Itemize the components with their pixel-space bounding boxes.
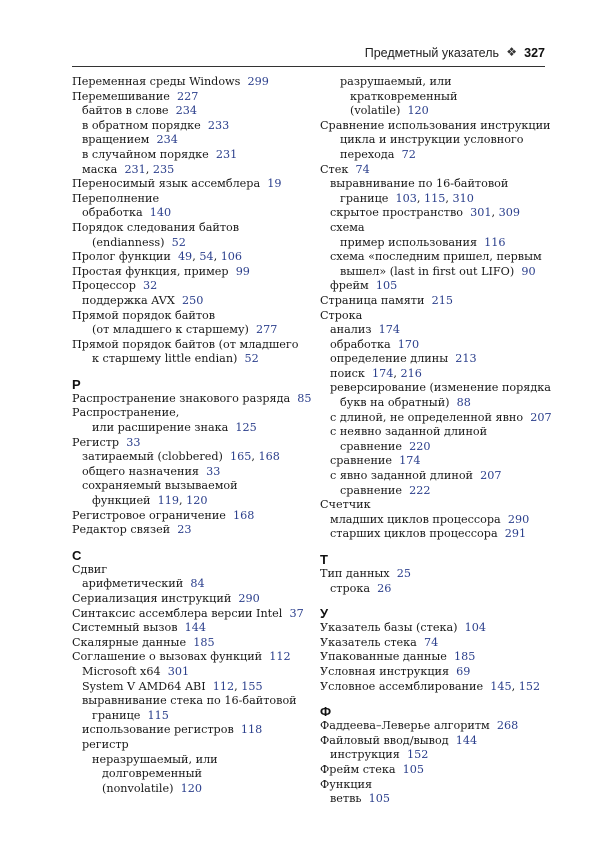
header-rule — [72, 66, 545, 67]
index-entry — [72, 636, 304, 651]
index-term: Тип данных — [320, 567, 390, 580]
index-subentry: затираемый (clobbered) 165, 168 — [82, 450, 280, 464]
index-subentry — [320, 513, 555, 528]
page-reference-link[interactable]: 112 — [212, 679, 235, 693]
index-entry — [72, 621, 304, 636]
index-entry — [320, 650, 555, 665]
index-entry — [320, 119, 555, 134]
index-entry — [72, 563, 304, 578]
page-reference-link[interactable]: 216 — [400, 366, 422, 380]
index-subentry: функцией 119, 120 — [92, 494, 208, 508]
page-reference-link[interactable]: 105 — [375, 279, 398, 293]
index-term: Соглашение о вызовах функций — [72, 650, 263, 664]
index-term: Упакованные данные — [320, 650, 447, 664]
page-reference-link[interactable]: 115 — [147, 708, 169, 722]
page-reference-link[interactable]: 69 — [456, 664, 471, 678]
index-column-left — [72, 75, 312, 796]
page-reference-link[interactable]: 103 — [395, 191, 417, 205]
page-reference-link[interactable]: 54 — [199, 250, 214, 264]
index-term: Пролог функции — [72, 250, 171, 264]
index-term: Системный вызов — [72, 621, 178, 635]
index-entry: Пролог функции 49, 54, 106 — [72, 250, 243, 264]
page-reference-link[interactable]: 99 — [235, 264, 250, 278]
index-entry — [320, 763, 555, 778]
index-term: цикла и инструкции условного — [340, 133, 524, 147]
index-subentry — [72, 323, 304, 338]
index-term: Указатель базы (стека) — [320, 621, 458, 635]
index-subentry — [72, 753, 304, 768]
index-subentry — [72, 577, 304, 592]
index-entry — [72, 192, 304, 207]
index-term: Сравнение использования инструкции — [320, 118, 551, 132]
page-reference-link[interactable]: 119 — [157, 494, 180, 508]
index-term: Прямой порядок байтов (от младшего — [72, 337, 299, 351]
index-subentry — [320, 411, 555, 426]
index-term: Microsoft x64 — [82, 664, 161, 678]
index-entry — [320, 636, 555, 651]
page-reference-link[interactable]: 118 — [240, 723, 263, 737]
page-reference-link[interactable]: 88 — [456, 396, 471, 410]
index-entry — [72, 592, 304, 607]
page-reference-link[interactable]: 185 — [193, 635, 215, 649]
index-subentry — [72, 148, 304, 163]
index-entry — [72, 338, 304, 353]
index-term: (от младшего к старшему) — [92, 323, 249, 337]
page-reference-link[interactable]: 174 — [399, 454, 421, 468]
page-reference-link[interactable]: 144 — [455, 733, 478, 747]
page-reference-link[interactable]: 85 — [297, 391, 312, 405]
index-entry — [320, 498, 555, 513]
index-entry — [72, 309, 304, 324]
index-subentry — [72, 694, 304, 709]
index-term: арифметический — [82, 577, 184, 591]
page-reference-link[interactable]: 19 — [267, 177, 282, 191]
page-reference-link[interactable]: 115 — [424, 191, 446, 205]
index-term: Регистр — [72, 435, 120, 449]
index-subentry — [320, 792, 555, 807]
page-reference-link[interactable]: 155 — [241, 679, 263, 693]
index-term: маска — [82, 162, 118, 176]
index-term: Регистровое ограничение — [72, 508, 226, 522]
index-term: (endianness) — [92, 235, 165, 249]
page-reference-link[interactable]: 174 — [378, 323, 400, 337]
index-entry — [320, 734, 555, 749]
index-term: Редактор связей — [72, 523, 171, 537]
page-reference-link[interactable]: 33 — [206, 464, 221, 478]
index-term: Порядок следования байтов — [72, 220, 240, 234]
index-entry — [320, 567, 555, 582]
index-term: ветвь — [330, 792, 362, 806]
index-subentry: границе 103, 115, 310 — [340, 191, 474, 205]
page-reference-link[interactable]: 301 — [167, 664, 190, 678]
page-reference-link[interactable]: 170 — [397, 337, 420, 351]
index-term: выравнивание стека по 16-байтовой — [82, 694, 297, 708]
index-term: Синтаксис ассемблера версии Intel — [72, 606, 283, 620]
index-term: Простая функция, пример — [72, 264, 229, 278]
index-term: Строка — [320, 308, 363, 322]
index-subentry — [320, 148, 555, 163]
index-term: сохраняемый вызываемой — [82, 479, 238, 493]
page-reference-link[interactable]: 213 — [455, 352, 477, 366]
index-subentry — [320, 381, 555, 396]
index-term: общего назначения — [82, 464, 199, 478]
page-reference-link[interactable]: 227 — [176, 89, 199, 103]
index-term: схема «последним пришел, первым — [330, 250, 542, 264]
index-subentry — [320, 279, 555, 294]
page-reference-link[interactable]: 220 — [409, 439, 431, 453]
diamond-icon: ❖ — [506, 45, 517, 59]
page-reference-link[interactable]: 116 — [484, 235, 506, 249]
index-term: неразрушаемый, или — [92, 752, 218, 766]
index-entry — [320, 665, 555, 680]
index-section-letter: Ф — [320, 704, 332, 720]
index-subentry — [320, 323, 555, 338]
page-number: 327 — [524, 46, 545, 60]
index-term: с длиной, не определенной явно — [330, 410, 524, 424]
index-term: фрейм — [330, 279, 369, 293]
index-term: сравнение — [330, 454, 393, 468]
index-term: разрушаемый, или — [340, 75, 452, 88]
index-subentry — [320, 396, 555, 411]
index-subentry — [72, 294, 304, 309]
page-reference-link[interactable]: 168 — [233, 508, 255, 522]
page-reference-link[interactable]: 74 — [423, 635, 439, 649]
index-subentry — [72, 104, 304, 119]
index-entry — [72, 650, 304, 665]
index-term: Сдвиг — [72, 562, 108, 576]
index-subentry — [320, 352, 555, 367]
page-reference-link[interactable]: 309 — [498, 206, 520, 220]
index-term: выравнивание по 16-байтовой — [330, 177, 509, 191]
index-term: сравнение — [340, 483, 403, 497]
index-term: сравнение — [340, 439, 403, 453]
index-subentry: поиск 174, 216 — [330, 366, 422, 380]
index-entry — [72, 75, 304, 90]
page-reference-link[interactable]: 234 — [175, 104, 198, 118]
index-section-letter: Т — [320, 552, 328, 567]
index-entry — [72, 221, 304, 236]
index-subentry — [320, 90, 555, 105]
index-term: Перемешивание — [72, 89, 170, 103]
index-subentry — [72, 119, 304, 134]
index-term: в случайном порядке — [82, 147, 209, 161]
index-subentry — [320, 236, 555, 251]
page-reference-link[interactable]: 120 — [186, 494, 208, 508]
page-reference-link[interactable]: 233 — [207, 118, 230, 132]
index-term: регистр — [82, 737, 129, 751]
page-reference-link[interactable]: 49 — [177, 250, 193, 264]
index-term: реверсирование (изменение порядка — [330, 381, 551, 395]
index-term: букв на обратный) — [340, 396, 450, 410]
index-subentry — [72, 665, 304, 680]
index-term: Сериализация инструкций — [72, 592, 232, 605]
index-entry: Условное ассемблирование 145, 152 — [320, 679, 541, 693]
index-subentry: System V AMD64 ABI 112, 155 — [82, 679, 263, 693]
index-term: Переполнение — [72, 191, 160, 205]
index-section-letter: У — [320, 606, 329, 622]
index-subentry — [72, 479, 304, 494]
index-term: вышел» (last in first out LIFO) — [340, 264, 515, 278]
index-entry — [72, 265, 304, 280]
page-reference-link[interactable]: 33 — [126, 435, 141, 449]
index-subentry — [320, 469, 555, 484]
index-term: долговременный — [102, 767, 203, 781]
index-subentry — [320, 527, 555, 542]
page-reference-link[interactable]: 74 — [355, 162, 370, 176]
page-reference-link[interactable]: 23 — [177, 523, 192, 537]
index-term: Прямой порядок байтов — [72, 308, 216, 322]
page-reference-link[interactable]: 72 — [401, 147, 416, 161]
index-term: границе — [340, 191, 389, 205]
index-subentry — [72, 723, 304, 738]
index-term: Фаддеева–Леверье алгоритм — [320, 719, 490, 733]
index-subentry — [320, 221, 555, 236]
page-reference-link[interactable]: 277 — [256, 323, 278, 337]
index-term: пример использования — [340, 235, 478, 249]
index-subentry — [72, 206, 304, 221]
page-reference-link[interactable]: 32 — [143, 279, 158, 293]
running-header — [72, 46, 545, 66]
index-term: обработка — [82, 206, 143, 220]
index-term: байтов в слове — [82, 104, 169, 118]
index-subentry — [320, 104, 555, 119]
index-term: перехода — [340, 147, 395, 161]
index-term: Страница памяти — [320, 293, 425, 307]
page-reference-link[interactable]: 144 — [184, 621, 206, 635]
page-reference-link[interactable]: 120 — [407, 104, 429, 118]
page-reference-link[interactable]: 90 — [521, 264, 536, 278]
index-entry — [72, 607, 304, 622]
page-reference-link[interactable]: 310 — [452, 191, 474, 205]
index-term: поиск — [330, 366, 365, 380]
index-section-letter: С — [72, 547, 82, 563]
index-subentry — [72, 465, 304, 480]
index-entry — [320, 778, 555, 793]
index-subentry — [72, 352, 304, 367]
index-subentry — [72, 782, 304, 797]
index-term: с неявно заданной длиной — [330, 425, 488, 439]
page-reference-link[interactable]: 231 — [215, 147, 238, 161]
index-entry — [320, 621, 555, 636]
index-subentry — [320, 75, 555, 90]
index-term: Распространение, — [72, 406, 180, 420]
page-reference-link[interactable]: 207 — [480, 469, 502, 483]
page-reference-link[interactable]: 120 — [180, 781, 202, 795]
index-term: обработка — [330, 337, 391, 351]
index-entry — [72, 523, 304, 538]
index-entry — [72, 509, 304, 524]
index-section-letter: Р — [72, 376, 81, 392]
index-subentry — [320, 338, 555, 353]
index-entry — [72, 177, 304, 192]
page-reference-link[interactable]: 299 — [247, 75, 269, 88]
index-entry — [72, 436, 304, 451]
index-term: инструкция — [330, 748, 400, 762]
page-reference-link[interactable]: 168 — [258, 450, 280, 464]
page-reference-link[interactable]: 250 — [181, 293, 204, 307]
index-subentry — [72, 709, 304, 724]
page-reference-link[interactable]: 104 — [464, 621, 487, 635]
page-reference-link[interactable]: 105 — [368, 792, 390, 806]
index-term: Счетчик — [320, 498, 371, 512]
page-reference-link[interactable]: 268 — [496, 719, 519, 733]
index-term: младших циклов процессора — [330, 512, 501, 526]
page-reference-link[interactable]: 231 — [124, 162, 146, 176]
index-term: кратковременный — [350, 89, 458, 103]
index-subentry — [320, 177, 555, 192]
index-entry — [320, 163, 555, 178]
index-subentry — [320, 748, 555, 763]
index-subentry — [320, 425, 555, 440]
index-term: Фрейм стека — [320, 762, 396, 776]
page-reference-link[interactable]: 84 — [190, 577, 205, 591]
index-column-right — [320, 75, 555, 807]
index-term: к старшему little endian) — [92, 352, 238, 366]
index-subentry — [72, 133, 304, 148]
index-subentry — [320, 484, 555, 499]
index-term: Скалярные данные — [72, 635, 187, 649]
index-term: Функция — [320, 777, 373, 791]
index-subentry — [72, 421, 304, 436]
index-subentry — [320, 265, 555, 280]
index-term: с явно заданной длиной — [330, 469, 474, 483]
index-entry — [320, 309, 555, 324]
index-term: скрытое пространство — [330, 206, 464, 220]
index-term: функцией — [92, 494, 151, 508]
index-subentry — [72, 236, 304, 251]
index-entry — [320, 719, 555, 734]
page-reference-link[interactable]: 37 — [289, 606, 304, 620]
page-reference-link[interactable]: 290 — [238, 592, 260, 605]
index-subentry — [320, 133, 555, 148]
page-reference-link[interactable]: 52 — [244, 352, 259, 366]
index-term: Условное ассемблирование — [320, 679, 484, 693]
index-term: System V AMD64 ABI — [82, 679, 206, 693]
page-reference-link[interactable]: 234 — [156, 133, 178, 147]
index-term: определение длины — [330, 352, 449, 366]
index-term: в обратном порядке — [82, 118, 201, 132]
index-subentry: скрытое пространство 301, 309 — [330, 206, 520, 220]
page-reference-link[interactable]: 301 — [470, 206, 492, 220]
index-term: (nonvolatile) — [102, 781, 174, 795]
index-term: Файловый ввод/вывод — [320, 733, 449, 747]
page-reference-link[interactable]: 185 — [454, 650, 476, 664]
index-entry — [72, 90, 304, 105]
page-reference-link[interactable]: 125 — [235, 421, 257, 435]
page-reference-link[interactable]: 222 — [409, 483, 431, 497]
index-term: (volatile) — [350, 104, 401, 118]
index-subentry — [72, 738, 304, 753]
page-reference-link[interactable]: 140 — [149, 206, 172, 220]
index-subentry — [320, 454, 555, 469]
index-term: поддержка AVX — [82, 293, 175, 307]
index-term: старших циклов процессора — [330, 527, 498, 541]
page-reference-link[interactable]: 112 — [269, 650, 291, 664]
index-entry — [320, 294, 555, 309]
index-term: схема — [330, 220, 365, 234]
page-reference-link[interactable]: 291 — [504, 527, 527, 541]
index-term: Условная инструкция — [320, 664, 450, 678]
page-reference-link[interactable]: 26 — [377, 581, 392, 595]
page-reference-link[interactable]: 174 — [372, 366, 394, 380]
page-reference-link[interactable]: 106 — [220, 250, 243, 264]
page-reference-link[interactable]: 52 — [171, 235, 186, 249]
page-reference-link[interactable]: 207 — [530, 410, 552, 424]
page-reference-link[interactable]: 105 — [402, 762, 425, 776]
index-entry — [72, 279, 304, 294]
index-term: Переносимый язык ассемблера — [72, 177, 261, 191]
index-entry — [72, 406, 304, 421]
page-reference-link[interactable]: 152 — [518, 679, 541, 693]
index-term: Распространение знакового разряда — [72, 391, 291, 405]
index-term: Указатель стека — [320, 635, 417, 649]
index-subentry — [72, 767, 304, 782]
index-term: строка — [330, 581, 371, 595]
index-term: затираемый (clobbered) — [82, 450, 223, 464]
running-header-title: Предметный указатель — [364, 46, 499, 60]
index-term: границе — [92, 708, 141, 722]
index-subentry — [320, 582, 555, 597]
index-term: вращением — [82, 133, 150, 147]
page-reference-link[interactable]: 25 — [396, 567, 411, 580]
page-reference-link[interactable]: 165 — [230, 450, 252, 464]
index-subentry: маска 231, 235 — [82, 162, 175, 176]
page-reference-link[interactable]: 215 — [431, 293, 453, 307]
page-reference-link[interactable]: 290 — [507, 512, 530, 526]
index-term: анализ — [330, 323, 372, 337]
page-reference-link[interactable]: 145 — [490, 679, 512, 693]
index-subentry — [320, 250, 555, 265]
page-reference-link[interactable]: 235 — [152, 162, 175, 176]
index-term: Стек — [320, 162, 349, 176]
index-term: Процессор — [72, 279, 136, 293]
index-subentry — [320, 440, 555, 455]
index-term: или расширение знака — [92, 421, 229, 435]
index-entry — [72, 391, 312, 407]
index-term: Переменная среды Windows — [72, 75, 241, 88]
index-term: использование регистров — [82, 723, 234, 737]
page-reference-link[interactable]: 152 — [406, 748, 429, 762]
